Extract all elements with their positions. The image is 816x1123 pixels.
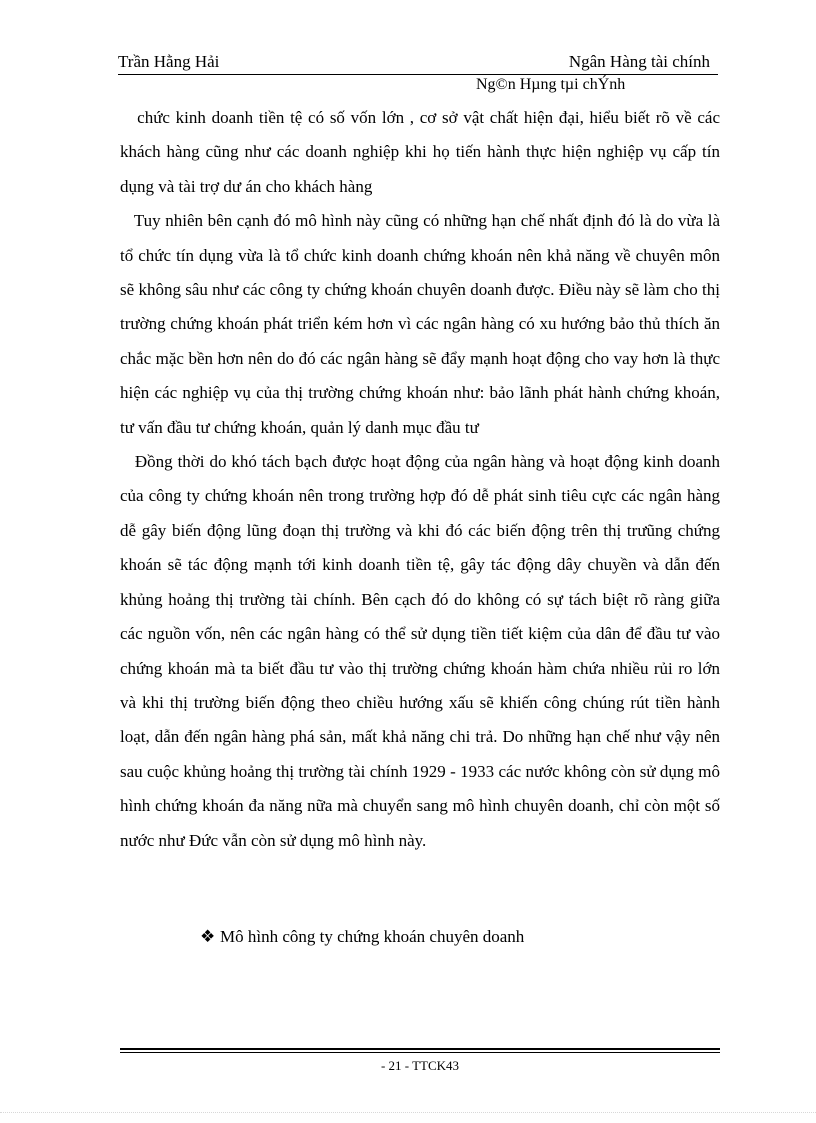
footer-rule-bottom: [120, 1052, 720, 1053]
header-title: Ngân Hàng tài chính: [568, 52, 710, 71]
paragraph-3: Đồng thời do khó tách bạch được hoạt động của ngân hàng và hoạt động kinh doanh của công ty chứng khoán nên trong trường hợp đó dễ phát sinh tiêu cực các ngân hàng dễ gây biến động lũng đoạn thị trường và khi đó các biến động trên thị trưũng chứng khoán sẽ tác động mạnh tới kinh doanh tiền tệ, gây tác động dây chuyền và dẫn đến khủng hoảng thị trường tài chính. Bên cạch đó do không có sự tách biệt rõ ràng giữa các nguồn vốn, nên các ngân hàng có thể sử dụng tiền tiết kiệm của dân để đầu tư vào chứng khoán mà ta biết đầu tư vào thị trường chứng khoán hàm chứa nhiều rủi ro lớn và khi thị trường biến động theo chiều hướng xấu sẽ khiến công chúng rút tiền hành loạt, dẫn đến ngân hàng phá sản, mất khả năng chi trả. Do những hạn chế như vậy nên sau cuộc khủng hoảng thị trường tài chính 1929 - 1933 các nước không còn sử dụng mô hình chứng khoán đa năng nữa mà chuyển sang mô hình chuyên doanh, chỉ còn một số nước như Đức vẫn còn sử dụng mô hình này.: [120, 452, 725, 850]
page-footer: - 21 - TTCK43: [380, 1058, 460, 1073]
paragraph-2: Tuy nhiên bên cạnh đó mô hình này cũng có những hạn chế nhất định đó là do vừa là tổ chức tín dụng vừa là tổ chức kinh doanh chứng khoán nên khả năng về chuyên môn sẽ không sâu như các công ty chứng khoán chuyên doanh được. Điều này sẽ làm cho thị trường chứng khoán phát triển kém hơn vì các ngân hàng có xu hướng bảo thủ thích ăn chắc mặc bền hơn nên do đó các ngân hàng sẽ đẩy mạnh hoạt động cho vay hơn là thực hiện các nghiệp vụ của thị trường chứng khoán như: bảo lãnh phát hành chứng khoán, tư vấn đầu tư chứng khoán, quản lý danh mục đầu tư: [120, 211, 725, 437]
section-heading: [200, 927, 524, 947]
section-heading-text: Mô hình công ty chứng khoán chuyên doanh: [220, 927, 525, 946]
footer-rule-top: [120, 1048, 720, 1050]
diamond-bullet-icon: ❖: [200, 927, 216, 946]
document-body: [120, 101, 725, 858]
page-edge-divider: [0, 1112, 816, 1113]
page-header: [118, 52, 718, 75]
paragraph-1: chức kinh doanh tiền tệ có số vốn lớn , cơ sở vật chất hiện đại, hiểu biết rõ về các khách hàng cũng như các doanh nghiệp khi họ tiến hành thực hiện nghiệp vụ cấp tín dụng và tài trợ dư án cho khách hàng: [120, 108, 725, 196]
header-subtitle-garbled: Ng©n Hµng tµi chÝnh: [476, 76, 626, 93]
header-author: Trần Hằng Hải: [118, 52, 220, 71]
